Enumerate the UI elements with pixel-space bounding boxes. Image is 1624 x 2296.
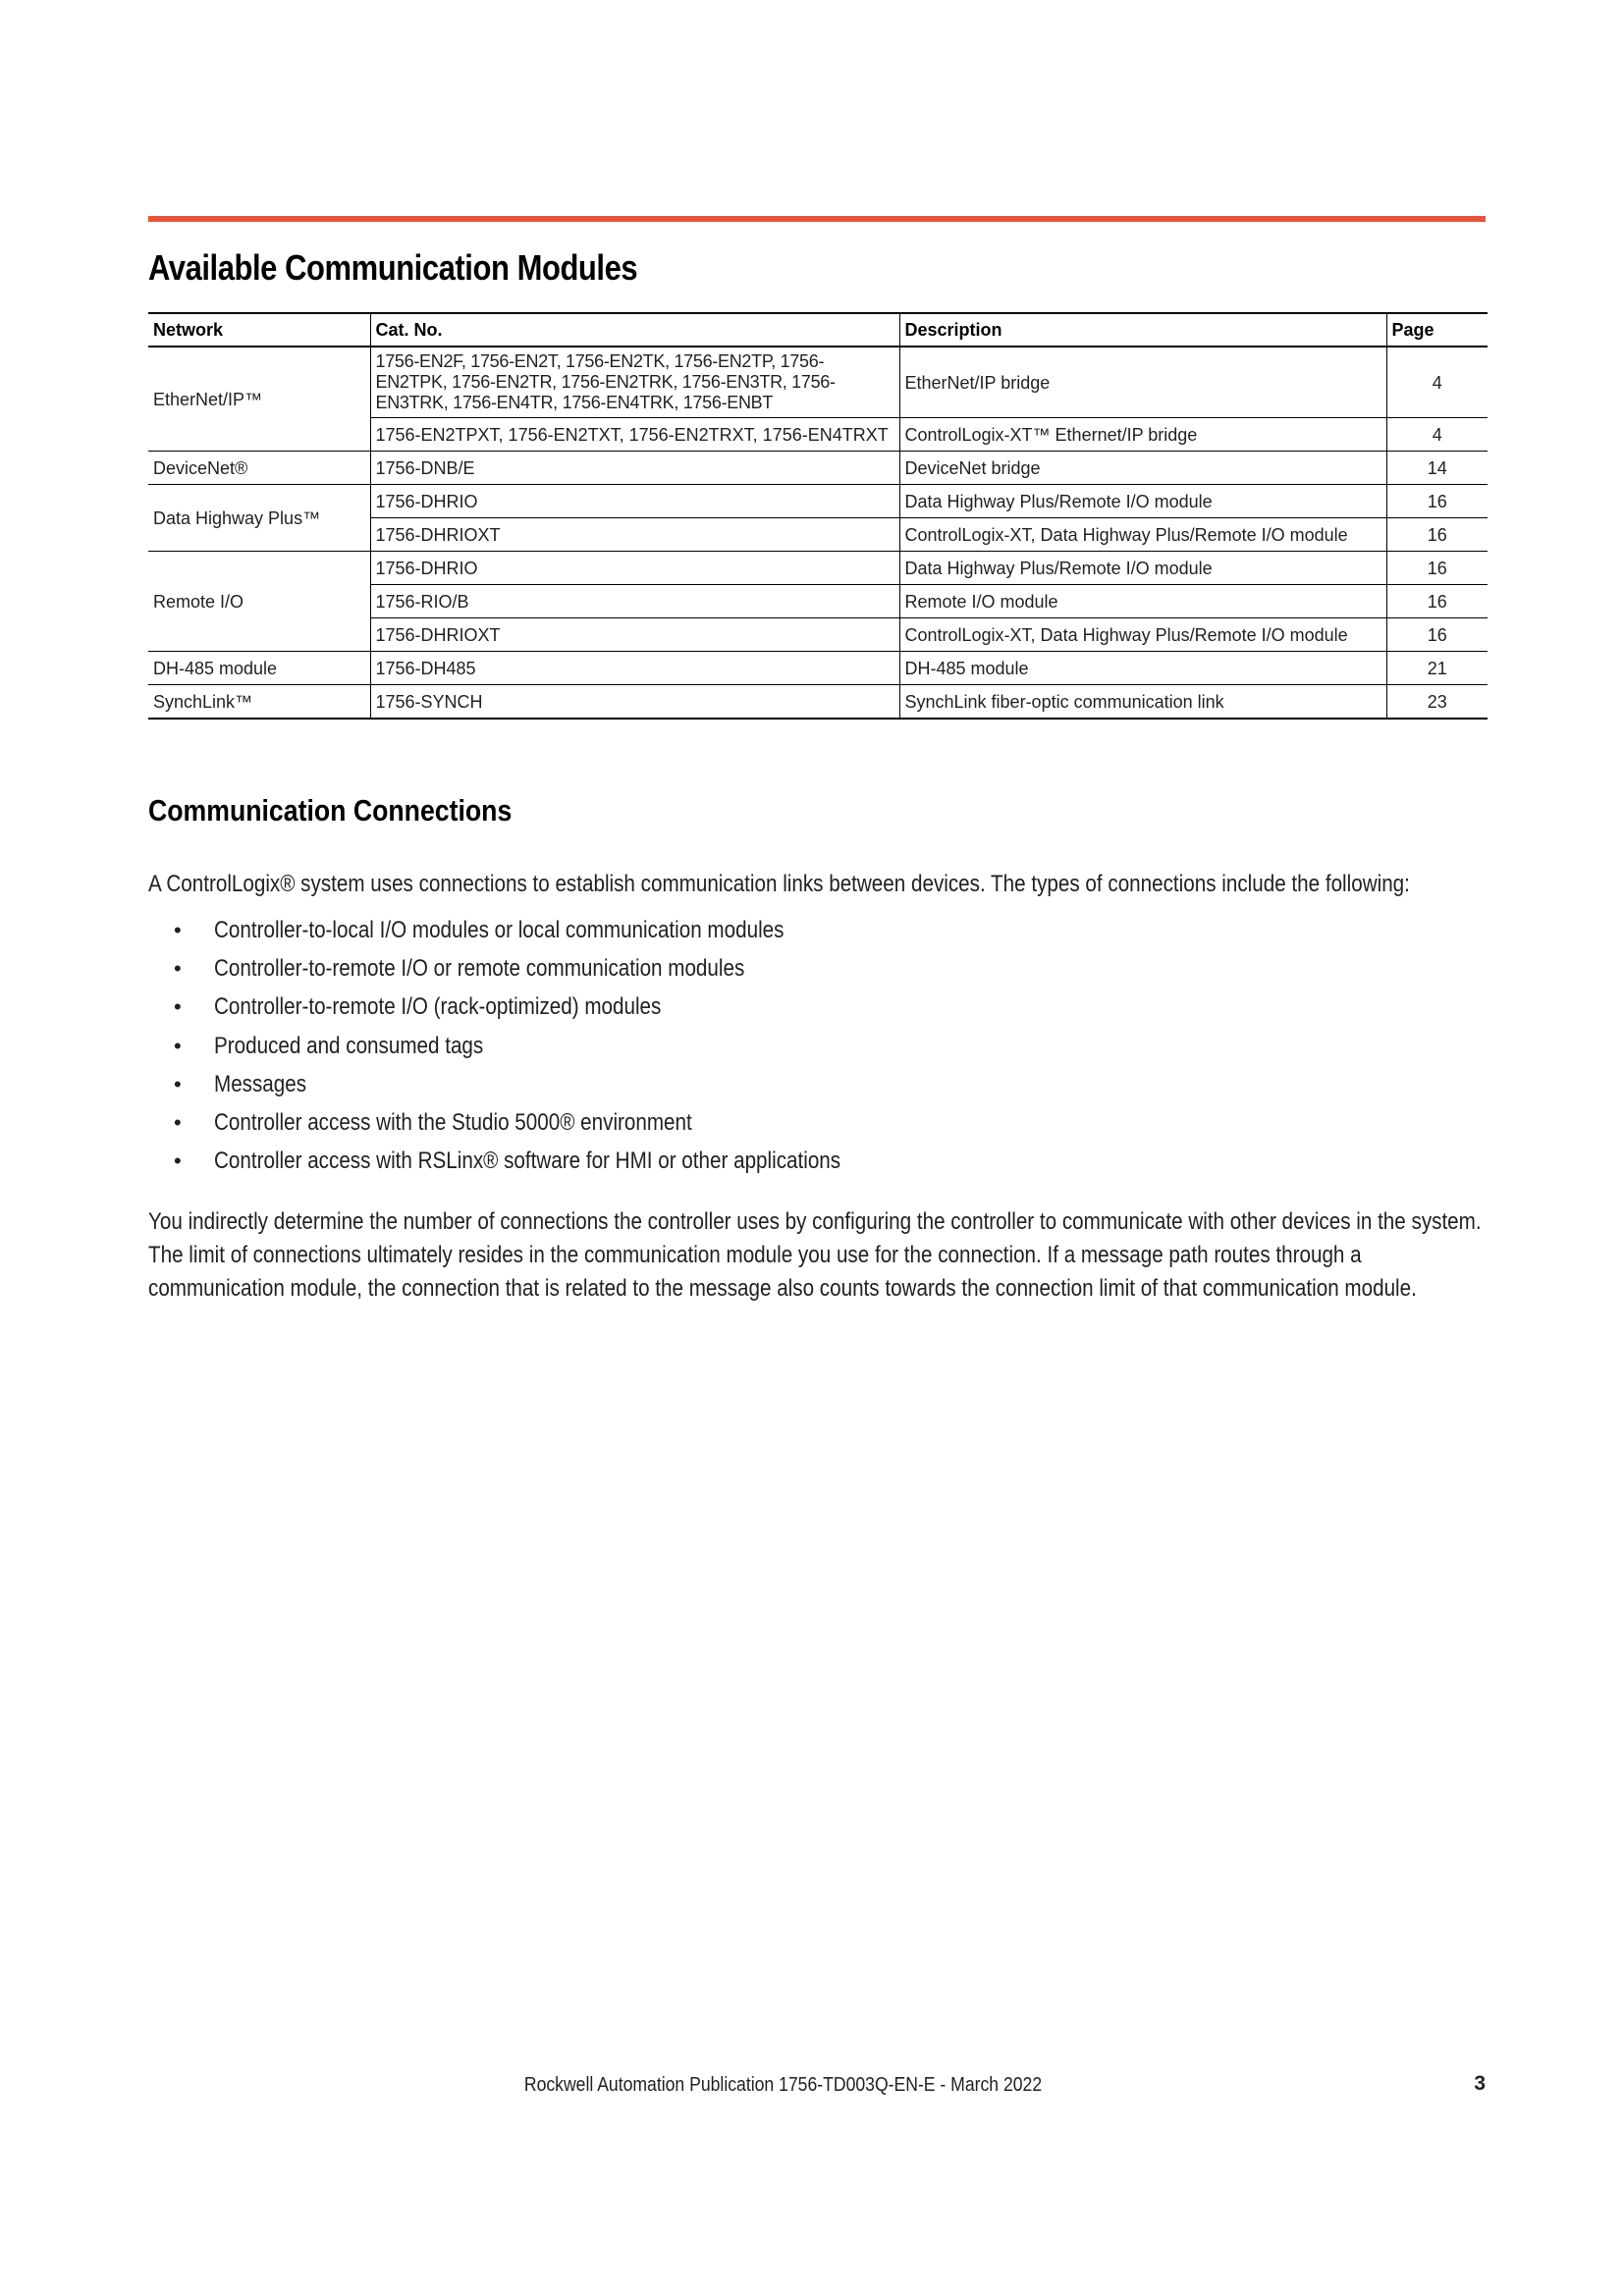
page-cell: 4 [1386,418,1488,452]
description-cell: DH-485 module [899,652,1386,685]
network-cell: Data Highway Plus™ [148,485,370,552]
table-row [148,685,1488,720]
table-row [148,452,1488,485]
page-number: 3 [1474,2072,1486,2095]
page-cell: 16 [1386,518,1488,552]
section-title-connections: Communication Connections [148,793,513,828]
page-cell: 4 [1386,347,1488,418]
network-cell: EtherNet/IP™ [148,347,370,452]
bullet-icon: • [174,1071,182,1096]
section-top-rule [148,216,1486,222]
cat-no-cell: 1756-EN2F, 1756-EN2T, 1756-EN2TK, 1756-EN2TP, 1756-EN2TPK, 1756-EN2TR, 1756-EN2TRK, 1756-EN3TR, 1756-EN3TRK, 1756-EN4TR, 1756-EN4TRK, 1756-ENBT [370,347,899,418]
page-cell: 21 [1386,652,1488,685]
cat-no-cell: 1756-EN2TPXT, 1756-EN2TXT, 1756-EN2TRXT, 1756-EN4TRXT [370,418,899,452]
table-row [148,485,1488,518]
page-cell: 16 [1386,618,1488,652]
header-page: Page [1386,313,1488,347]
bullet-icon: • [174,1110,182,1136]
table-header-row [148,313,1488,347]
table-row [148,347,1488,418]
table-row [148,652,1488,685]
cat-no-cell: 1756-DHRIO [370,552,899,585]
page-cell: 16 [1386,585,1488,618]
description-cell: Remote I/O module [899,585,1386,618]
communication-modules-table [148,312,1488,720]
description-cell: Data Highway Plus/Remote I/O module [899,485,1386,518]
list-item: • Messages [148,1065,943,1103]
network-cell: SynchLink™ [148,685,370,720]
network-cell: Remote I/O [148,552,370,652]
network-cell: DH-485 module [148,652,370,685]
page-cell: 23 [1386,685,1488,720]
description-cell: Data Highway Plus/Remote I/O module [899,552,1386,585]
list-item: • Controller-to-remote I/O (rack-optimized) modules [148,988,943,1026]
description-cell: ControlLogix-XT™ Ethernet/IP bridge [899,418,1386,452]
bullet-icon: • [174,1148,182,1174]
intro-paragraph: A ControlLogix® system uses connections to establish communication links between devices. The types of connections include the following: [148,871,1410,897]
cat-no-cell: 1756-DH485 [370,652,899,685]
header-cat-no: Cat. No. [370,313,899,347]
description-cell: ControlLogix-XT, Data Highway Plus/Remote I/O module [899,618,1386,652]
list-item: • Controller-to-local I/O modules or local communication modules [148,911,943,949]
description-cell: EtherNet/IP bridge [899,347,1386,418]
page-cell: 14 [1386,452,1488,485]
description-cell: DeviceNet bridge [899,452,1386,485]
cat-no-cell: 1756-DNB/E [370,452,899,485]
description-cell: ControlLogix-XT, Data Highway Plus/Remote I/O module [899,518,1386,552]
description-cell: SynchLink fiber-optic communication link [899,685,1386,720]
header-description: Description [899,313,1386,347]
list-item: • Controller access with RSLinx® software for HMI or other applications [148,1142,943,1180]
network-cell: DeviceNet® [148,452,370,485]
section-title-modules: Available Communication Modules [148,247,638,288]
footer-publication: Rockwell Automation Publication 1756-TD003Q-EN-E - March 2022 [523,2074,1043,2096]
cat-no-cell: 1756-RIO/B [370,585,899,618]
list-item: • Controller access with the Studio 5000® environment [148,1103,943,1142]
cat-no-cell: 1756-SYNCH [370,685,899,720]
page-cell: 16 [1386,552,1488,585]
header-network: Network [148,313,370,347]
table-row [148,552,1488,585]
cat-no-cell: 1756-DHRIO [370,485,899,518]
bullet-icon: • [174,956,182,982]
connections-limit-paragraph: You indirectly determine the number of connections the controller uses by configuring the controller to communicate with other devices in the system. The limit of connections ultimately resides in the communication module you use for the connection. If a message path routes through a communication module, the connection that is related to the message also counts towards the connection limit of that communication module. [148,1208,1482,1302]
cat-no-cell: 1756-DHRIOXT [370,618,899,652]
list-item: • Controller-to-remote I/O or remote communication modules [148,949,943,988]
cat-no-cell: 1756-DHRIOXT [370,518,899,552]
page-cell: 16 [1386,485,1488,518]
bullet-icon: • [174,1033,182,1058]
bullet-icon: • [174,994,182,1020]
connection-types-list [148,911,943,1180]
list-item: • Produced and consumed tags [148,1027,943,1065]
bullet-icon: • [174,918,182,942]
